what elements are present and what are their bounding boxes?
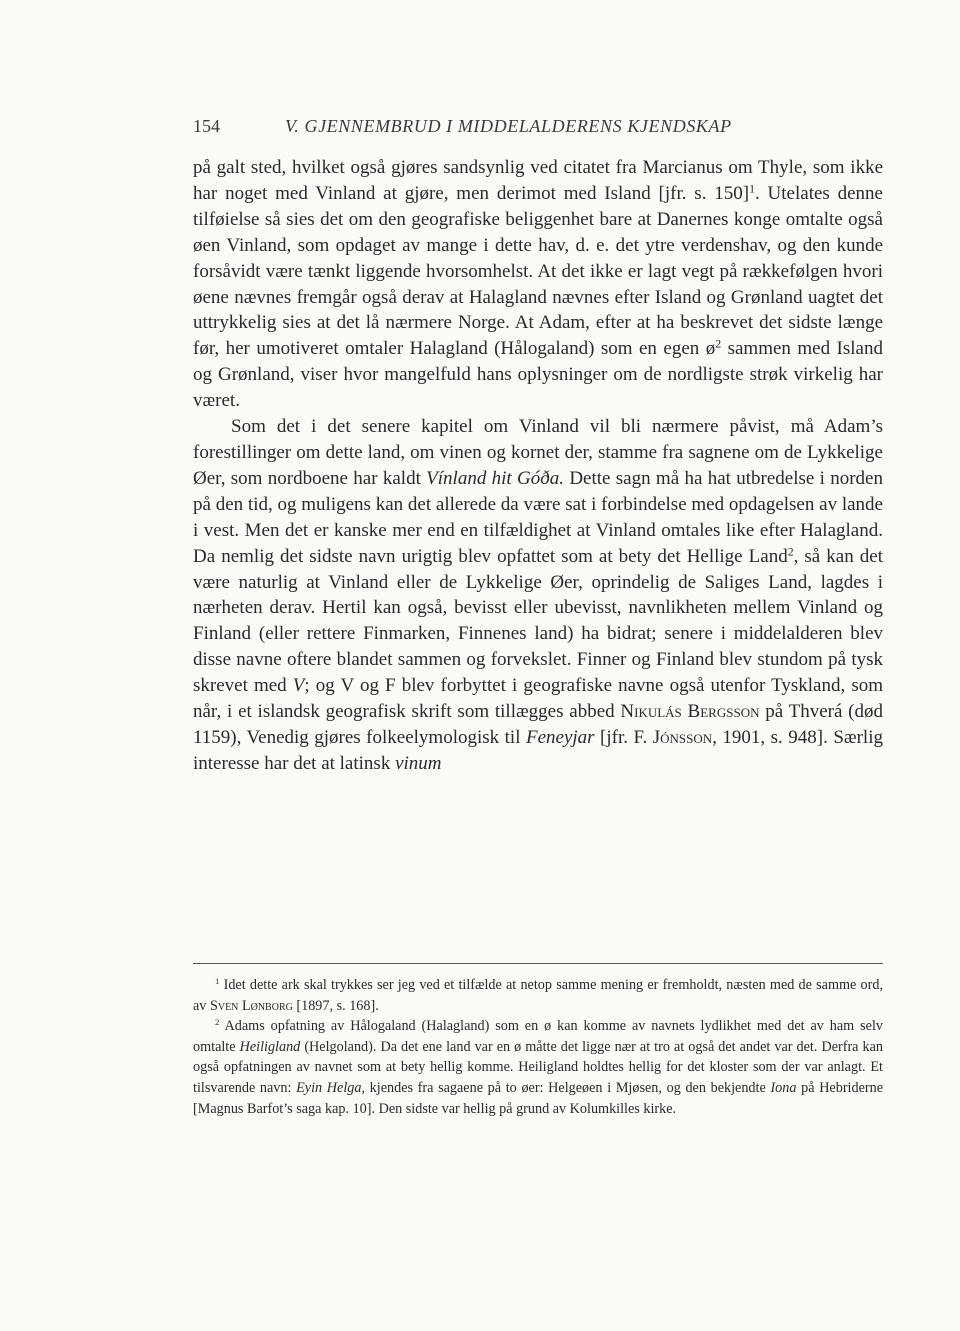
text-run: på galt sted, hvilket også gjøres sandsynlig ved citatet fra Marcianus om Thyle, som ikke har noget med Vinland at gjøre, men derimot med Island [jfr. s. 150] bbox=[193, 157, 883, 204]
text-run: sammen med Island og Grønland, viser hvor mangelfuld hans oplysninger om de nordligste strøk virkelig har været. bbox=[193, 338, 883, 412]
text-run: . Utelates denne tilføielse så sies det om den geografiske beliggenhet bare at Danernes konge omtalte også øen Vinland, som opdaget av mange i dette hav, d. e. det ytre verdenshav, og den kunde forsåvidt være tænkt liggende hvorsomhelst. At det ikke er lagt vegt på rækkefølgen hvori øene nævnes fremgår også derav at Halagland nævnes efter Island og Grønland uagtet det uttrykkelig sies at det lå nærmere Norge. At Adam, efter at ha beskrevet det sidste længe før, her umotiveret omtaler Halagland (Hålogaland) som en egen ø bbox=[193, 182, 883, 360]
italic-term: Heiligland bbox=[239, 1038, 301, 1055]
text-run: Idet dette ark skal trykkes ser jeg ved et tilfælde at netop samme mening er fremholdt, næsten med de samme ord, av bbox=[193, 977, 883, 1014]
text-run: Som det i det senere kapitel om Vinland vil bli nærmere påvist, må Adam’s forestillinger om dette land, om vinen og kornet der, stamme fra sagnene om de Lykkelige Øer, som nordboene har kaldt bbox=[193, 416, 883, 489]
running-head: V. GJENNEMBRUD I MIDDELALDERENS KJENDSKAP bbox=[285, 116, 732, 136]
author-name: Jónsson bbox=[652, 726, 713, 748]
text-run: , så kan det være naturlig at Vinland eller de Lykkelige Øer, oprindelig de Saliges Land, lagdes i nærheten derav. Hertil kan også, bevisst eller ubevisst, navnlikheten mellem Vinland og Finland (eller rettere Finmarken, Finnenes land) ha bidrat; senere i middelalderen blev disse navne oftere blandet sammen og forvekslet. Finner og Finland blev stundom på tysk skrevet med bbox=[193, 545, 883, 697]
page-number: 154 bbox=[193, 116, 220, 136]
footnote-ref: 2 bbox=[715, 337, 722, 351]
footnote-ref: 2 bbox=[787, 545, 794, 559]
footnotes bbox=[193, 975, 883, 1119]
page-header bbox=[193, 112, 883, 142]
italic-term: Eyin Helga, bbox=[296, 1079, 365, 1096]
footnote-separator bbox=[193, 963, 883, 964]
text-run: på Hebriderne [Magnus Barfot’s saga kap. 10]. Den sidste var hellig på grund av Kolumkilles kirke. bbox=[193, 1079, 883, 1117]
text-run: (Helgoland). Da det ene land var en ø måtte det ligge nær at tro at også det andet var det. Derfra kan også opfatningen av navnet som at bety hellig komme. Heiligland holdtes hellig for det kloster som der var anlagt. Et tilsvarende navn: bbox=[193, 1038, 883, 1096]
footnote-2 bbox=[193, 1016, 883, 1119]
author-name: Nikulás Bergsson bbox=[620, 701, 760, 723]
text-run: på Thverá (død 1159), Venedig gjøres folkeelymologisk til bbox=[193, 701, 884, 748]
footnote-1 bbox=[193, 975, 883, 1016]
text-run: ; og V og F blev forbyttet i geografiske navne også utenfor Tyskland, som når, i et islandsk geografisk skrift som tillægges abbed bbox=[193, 675, 883, 723]
footnote-mark: 2 bbox=[215, 1017, 220, 1028]
italic-term: Vínland hit Góða. bbox=[426, 467, 564, 489]
italic-term: V bbox=[292, 675, 305, 697]
paragraph-2 bbox=[193, 414, 883, 777]
italic-term: vinum bbox=[395, 752, 442, 774]
italic-term: Feneyjar bbox=[525, 726, 595, 748]
footnote-ref: 1 bbox=[749, 182, 755, 196]
text-run: Dette sagn må ha hat utbredelse i norden på den tid, og muligens kan det allerede da være sat i forbindelse med opdagelsen av lande i vest. Men det er kanske mer end en tilfældighet at Vinland omtales like efter Halagland. Da nemlig det sidste navn urigtig blev opfattet som at bety det Hellige Land bbox=[193, 467, 883, 567]
paragraph-1 bbox=[193, 155, 883, 414]
footnote-mark: 1 bbox=[215, 976, 220, 987]
text-run: [jfr. F. bbox=[594, 726, 653, 748]
text-run: Adams opfatning av Hålogaland (Halagland) som en ø kan komme av navnets lydlikhet med det av ham selv omtalte bbox=[193, 1018, 883, 1055]
text-run: , 1901, s. 948]. Særlig interesse har det at latinsk bbox=[193, 726, 883, 774]
text-run: [1897, s. 168]. bbox=[292, 997, 379, 1014]
text-run: kjendes fra sagaene på to øer: Helgeøen i Mjøsen, og den bekjendte bbox=[365, 1079, 771, 1096]
body-text bbox=[193, 155, 883, 777]
author-name: Sven Lønborg bbox=[209, 997, 293, 1014]
italic-term: Iona bbox=[770, 1079, 797, 1096]
